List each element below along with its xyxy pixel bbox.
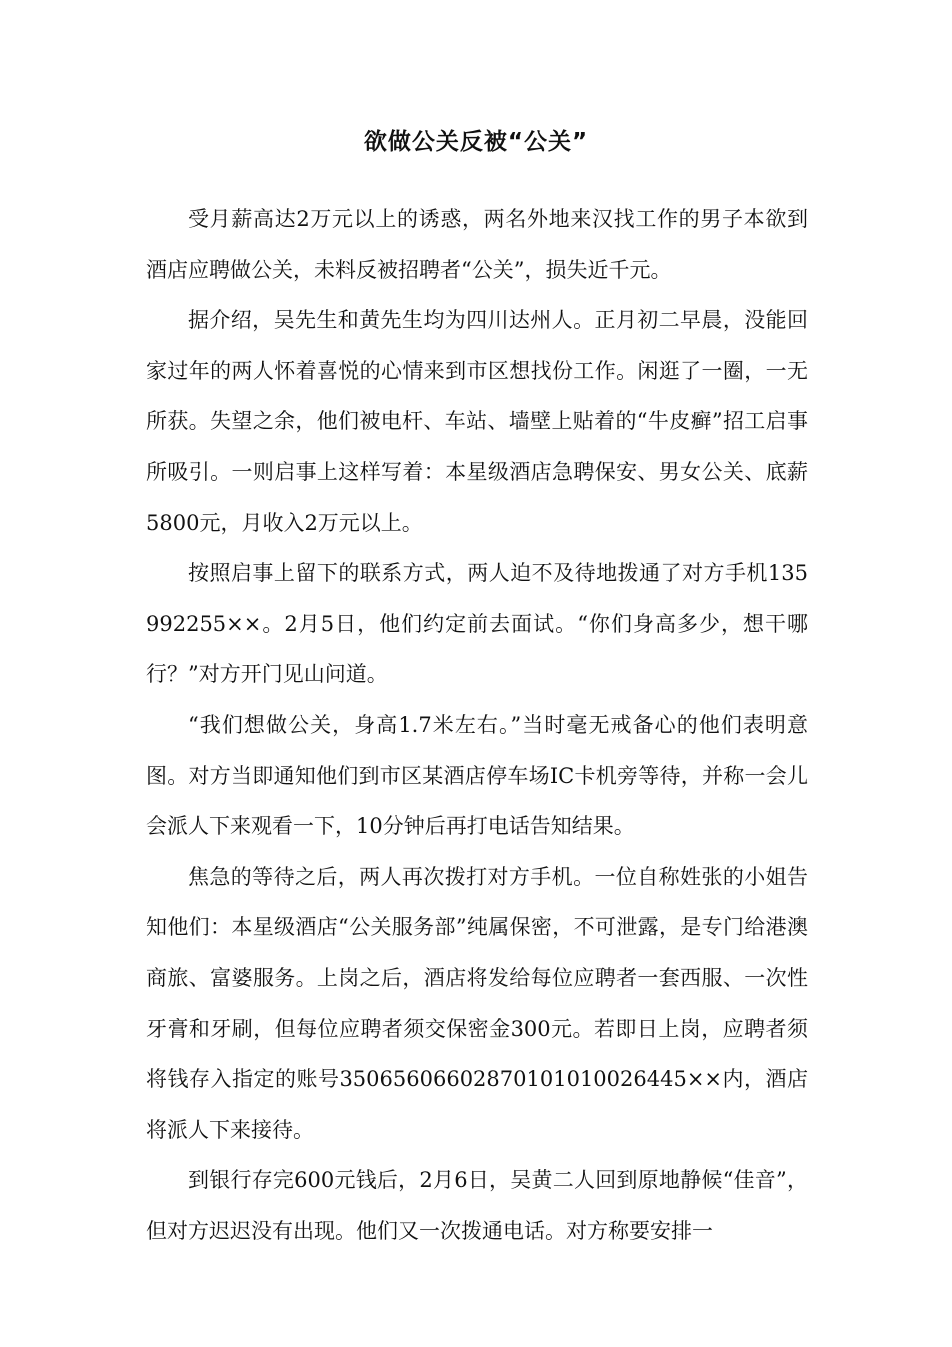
paragraph-6: 到银行存完600元钱后，2月6日，吴黄二人回到原地静候“佳音”，但对方迟迟没有出现。他们又一次拨通电话。对方称要安排一 [146, 1168, 808, 1243]
paragraph-3: 按照启事上留下的联系方式，两人迫不及待地拨通了对方手机135992255××。2月5日，他们约定前去面试。“你们身高多少，想干哪行？”对方开门见山问道。 [146, 561, 808, 687]
article-body [146, 194, 808, 1256]
paragraph-2: 据介绍，吴先生和黄先生均为四川达州人。正月初二早晨，没能回家过年的两人怀着喜悦的心情来到市区想找份工作。闲逛了一圈，一无所获。失望之余，他们被电杆、车站、墙壁上贴着的“牛皮癣”招工启事所吸引。一则启事上这样写着：本星级酒店急聘保安、男女公关、底薪5800元，月收入2万元以上。 [146, 308, 808, 535]
paragraph-1: 受月薪高达2万元以上的诱惑，两名外地来汉找工作的男子本欲到酒店应聘做公关，未料反被招聘者“公关”，损失近千元。 [146, 207, 808, 282]
paragraph-5: 焦急的等待之后，两人再次拨打对方手机。一位自称姓张的小姐告知他们：本星级酒店“公关服务部”纯属保密，不可泄露，是专门给港澳商旅、富婆服务。上岗之后，酒店将发给每位应聘者一套西服、一次性牙膏和牙刷，但每位应聘者须交保密金300元。若即日上岗，应聘者须将钱存入指定的账号35065606602870101010026445××内，酒店将派人下来接待。 [146, 864, 808, 1142]
article-title: 欲做公关反被“公关” [363, 129, 589, 155]
paragraph-4: “我们想做公关，身高1.7米左右。”当时毫无戒备心的他们表明意图。对方当即通知他们到市区某酒店停车场IC卡机旁等待，并称一会儿会派人下来观看一下，10分钟后再打电话告知结果。 [146, 712, 808, 839]
